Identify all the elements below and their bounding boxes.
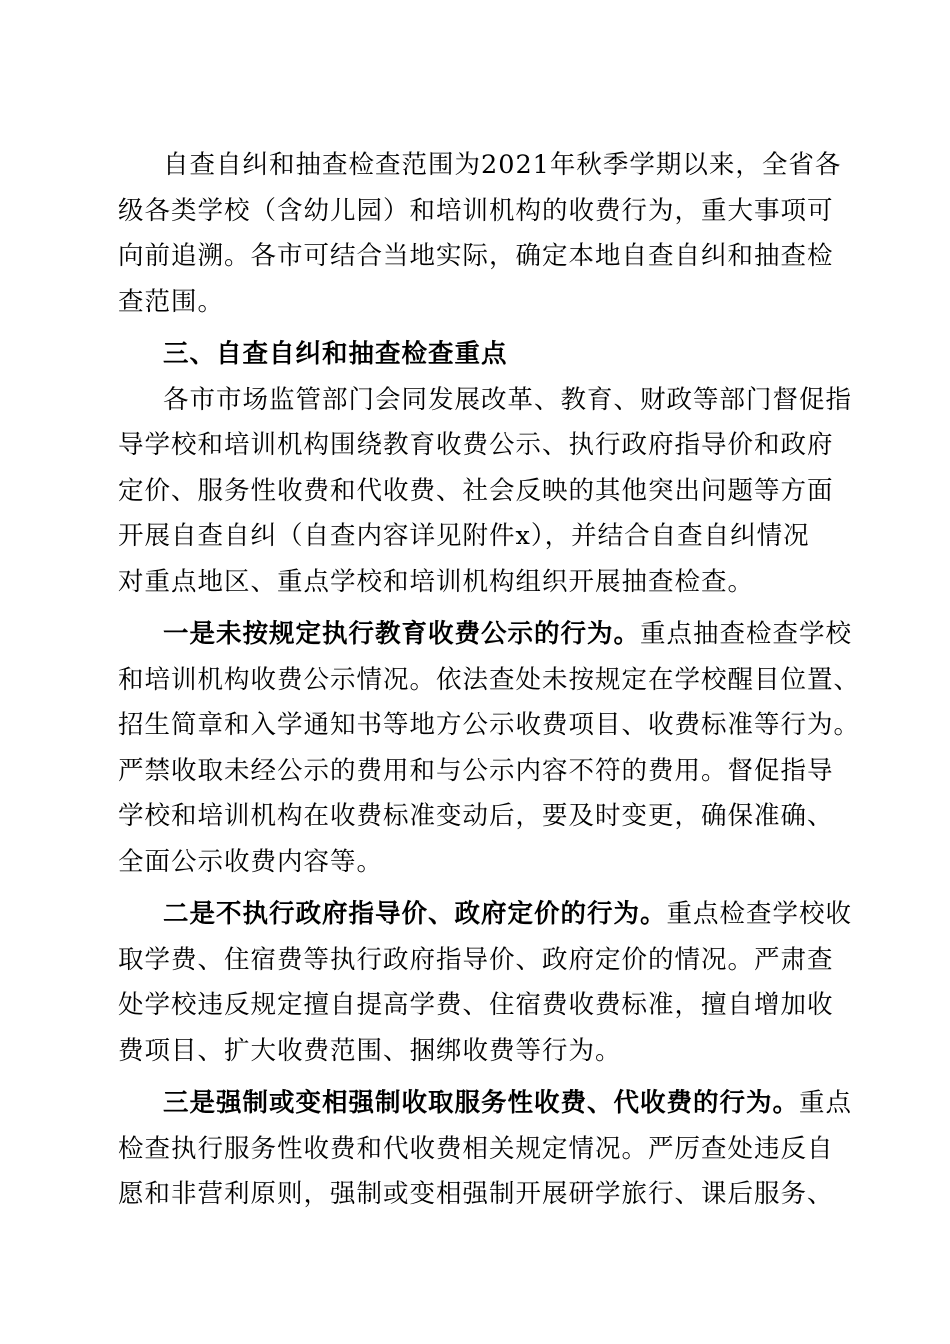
text-line: 定价、服务性收费和代收费、社会反映的其他突出问题等方面 bbox=[118, 475, 834, 506]
point-lead: 二是不执行政府指导价、政府定价的行为。 bbox=[163, 899, 667, 929]
section-heading: 三、自查自纠和抽查检查重点 bbox=[163, 339, 508, 369]
paragraph-point-two bbox=[118, 892, 853, 1074]
text-line: 对重点地区、重点学校和培训机构组织开展抽查检查。 bbox=[118, 566, 755, 597]
text-line: 和培训机构收费公示情况。依法查处未按规定在学校醒目位置、 bbox=[118, 664, 861, 695]
text-line: 学校和培训机构在收费标准变动后，要及时变更，确保准确、 bbox=[118, 801, 834, 831]
text-line: 费项目、扩大收费范围、捆绑收费等行为。 bbox=[118, 1035, 622, 1066]
text-line: 愿和非营利原则，强制或变相强制开展研学旅行、课后服务、 bbox=[118, 1179, 834, 1209]
document-body bbox=[118, 143, 861, 1218]
text-line: 导学校和培训机构围绕教育收费公示、执行政府指导价和政府 bbox=[118, 430, 834, 460]
text-line: 取学费、住宿费等执行政府指导价、政府定价的情况。严肃查 bbox=[118, 944, 834, 975]
point-lead: 三是强制或变相强制收取服务性收费、代收费的行为。 bbox=[163, 1088, 800, 1118]
point-lead: 一是未按规定执行教育收费公示的行为。 bbox=[163, 619, 641, 649]
paragraph-overview bbox=[118, 378, 853, 606]
text-line bbox=[118, 892, 853, 938]
text-line: 全面公示收费内容等。 bbox=[118, 846, 384, 877]
point-text: 重点抽查检查学校 bbox=[640, 619, 853, 649]
text-line: 各市市场监管部门会同发展改革、教育、财政等部门督促指 bbox=[163, 384, 853, 415]
text-line bbox=[118, 1081, 853, 1127]
text-line: 检查执行服务性收费和代收费相关规定情况。严厉查处违反自 bbox=[118, 1133, 834, 1164]
text-line: 自查自纠和抽查检查范围为2021年秋季学期以来，全省各 bbox=[163, 150, 842, 180]
text-line: 处学校违反规定擅自提高学费、住宿费收费标准，擅自增加收 bbox=[118, 990, 834, 1020]
text-line: 招生简章和入学通知书等地方公示收费项目、收费标准等行为。 bbox=[118, 710, 861, 740]
paragraph-scope bbox=[118, 143, 842, 325]
point-text: 重点 bbox=[799, 1088, 853, 1118]
point-text: 重点检查学校收 bbox=[666, 899, 853, 929]
text-line bbox=[118, 612, 853, 658]
text-line: 严禁收取未经公示的费用和与公示内容不符的费用。督促指导 bbox=[118, 755, 834, 786]
text-line: 向前追溯。各市可结合当地实际，确定本地自查自纠和抽查检 bbox=[118, 241, 834, 271]
text-line: 查范围。 bbox=[118, 286, 225, 317]
text-line: 级各类学校（含幼儿园）和培训机构的收费行为，重大事项可 bbox=[118, 195, 834, 226]
paragraph-point-one bbox=[118, 612, 861, 885]
text-line: 开展自查自纠（自查内容详见附件x），并结合自查自纠情况 bbox=[118, 521, 810, 551]
paragraph-point-three bbox=[118, 1081, 853, 1218]
